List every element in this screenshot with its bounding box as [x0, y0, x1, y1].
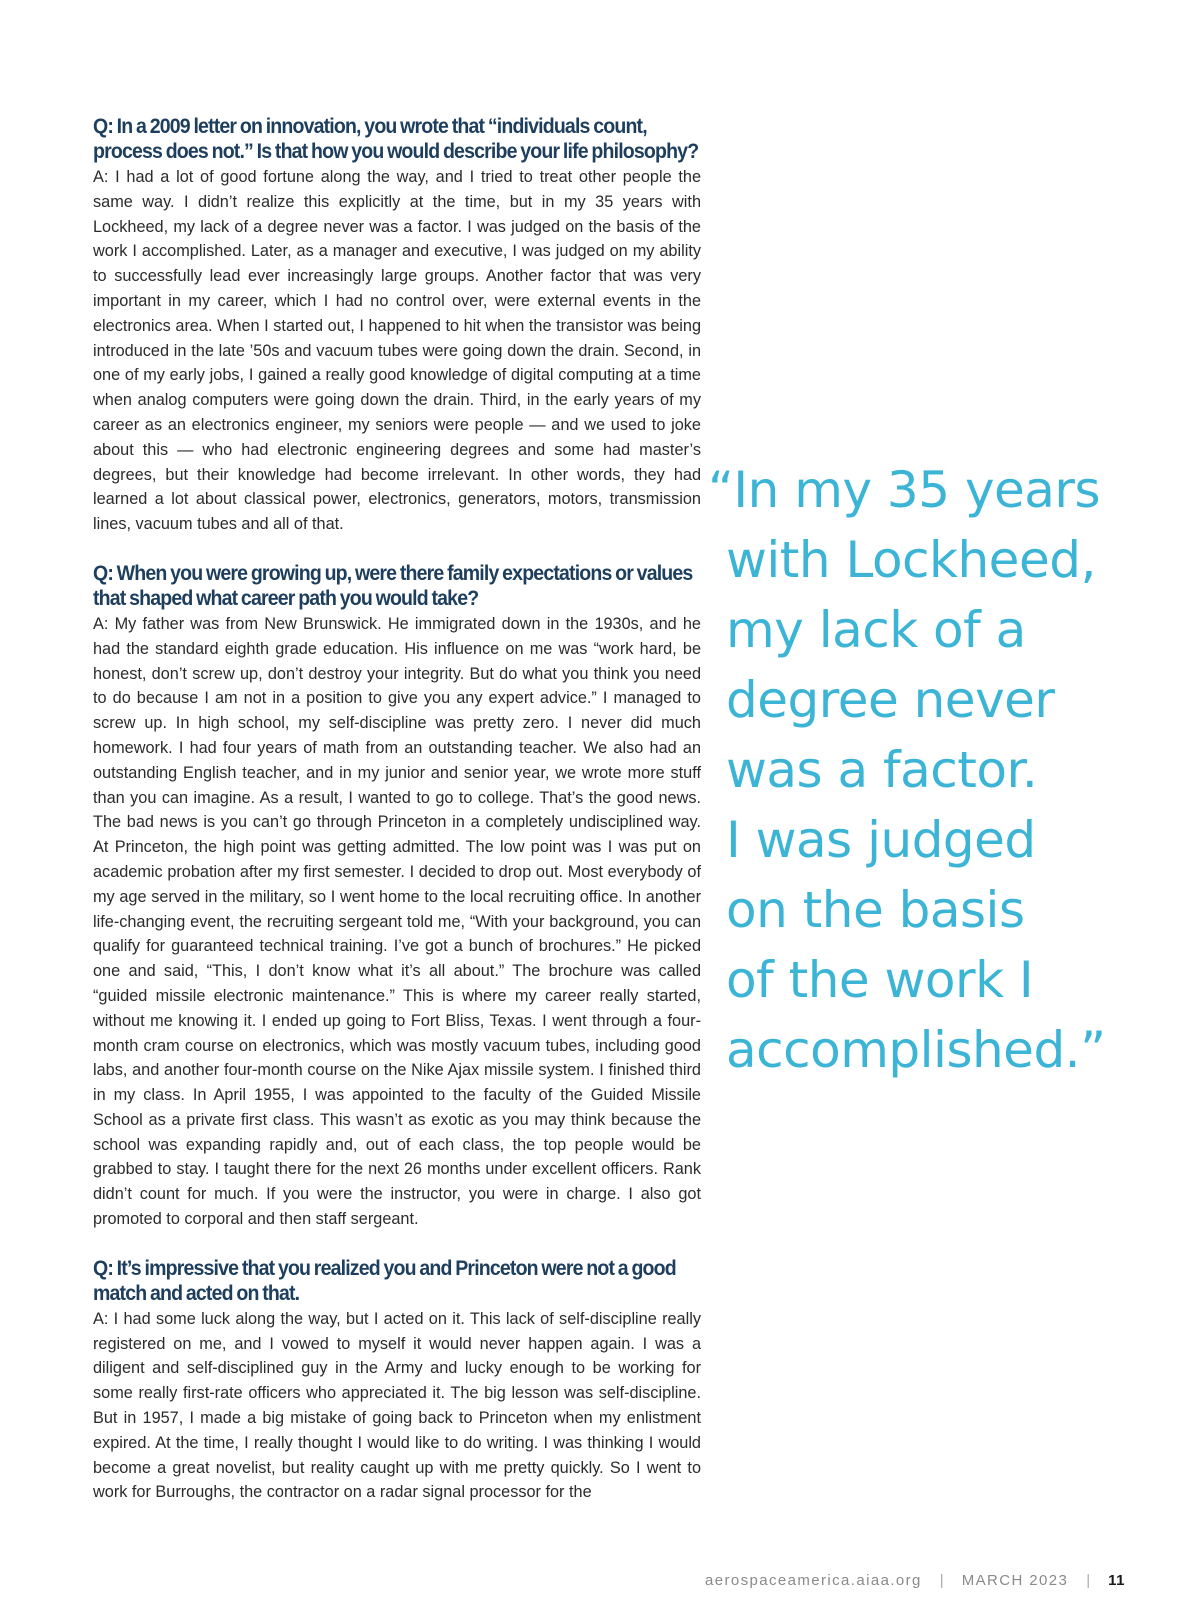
- page-number: 11: [1108, 1572, 1125, 1589]
- page-footer: [705, 1572, 1125, 1589]
- qa-section: [93, 1256, 701, 1505]
- pull-quote-line: of the work I: [726, 951, 1034, 1009]
- answer-paragraph: A: I had a lot of good fortune along the way, and I tried to treat other people the same way. I didn’t realize this explicitly at the time, but in my 35 years with Lockheed, my lack of a degree never was a factor. I was judged on the basis of the work I accomplished. Later, as a manager and executive, I was judged on my ability to successfully lead ever increasingly large groups. Another factor that was very important in my career, which I had no control over, were external events in the electronics area. When I started out, I happened to hit when the transistor was being introduced in the late ’50s and vacuum tubes were going down the drain. Second, in one of my early jobs, I gained a really good knowledge of digital computing at a time when analog computers were going down the drain. Third, in the early years of my career as an electronics engineer, my seniors were people — and we used to joke about this — who had electronic engineering degrees and some had master’s degrees, but their knowledge had become irrelevant. In other words, they had learned a lot about classical power, electronics, generators, motors, transmission lines, vacuum tubes and all of that.: [93, 168, 701, 534]
- question-heading: Q: When you were growing up, were there family expectations or values that shaped what career path you would take?: [93, 561, 693, 610]
- answer-paragraph: A: I had some luck along the way, but I acted on it. This lack of self-discipline really registered on me, and I vowed to myself it would never happen again. I was a diligent and self-disciplined guy in the Army and lucky enough to be working for some really first-rate officers who appreciated it. The big lesson was self-discipline. But in 1957, I made a big mistake of going back to Princeton when my enlistment expired. At the time, I really thought I would like to do writing. I was thinking I would become a great novelist, but reality caught up with me pretty quickly. So I went to work for Burroughs, the contractor on a radar signal processor for the: [93, 1309, 701, 1502]
- pull-quote-line: “In my 35 years: [708, 461, 1101, 519]
- pull-quote-line: was a factor.: [726, 741, 1038, 799]
- qa-section: [93, 561, 701, 1232]
- answer-paragraph: A: My father was from New Brunswick. He immigrated down in the 1930s, and he had the standard eighth grade education. His influence on me was “work hard, be honest, don’t screw up, don’t destroy your integrity. But do what you think you need to do because I am not in a position to give you any expert advice.” I managed to screw up. In high school, my self-discipline was pretty zero. I never did much homework. I had four years of math from an outstanding teacher. We also had an outstanding English teacher, and in my junior and senior year, we wrote more stuff than you can imagine. As a result, I wanted to go to college. That’s the good news. The bad news is you can’t go through Princeton in a completely undisciplined way. At Princeton, the high point was getting admitted. The low point was I was put on academic probation after my first semester. I decided to drop out. Most everybody of my age served in the military, so I went home to the local recruiting office. In another life-changing event, the recruiting sergeant told me, “With your background, you can qualify for guaranteed technical training. I’ve got a bunch of brochures.” He picked one and said, “This, I don’t know what it’s all about.” The brochure was called “guided missile electronic maintenance.” This is where my career really started, without me knowing it. I ended up going to Fort Bliss, Texas. I went through a four-month cram course on electronics, which was mostly vacuum tubes, including good labs, and another four-month course on the Nike Ajax missile system. I finished third in my class. In April 1955, I was appointed to the faculty of the Guided Missile School as a private first class. This wasn’t as exotic as you may think because the school was expanding rapidly and, out of each class, the top people would be grabbed to stay. I taught there for the next 26 months under excellent officers. Rank didn’t count for much. If you were the instructor, you were in charge. I also got promoted to corporal and then staff sergeant.: [93, 614, 701, 1229]
- pull-quote-line: I was judged: [726, 811, 1036, 869]
- footer-issue-date: MARCH 2023: [961, 1572, 1069, 1589]
- pull-quote: [708, 455, 1136, 1085]
- footer-site-url: aerospaceamerica.aiaa.org: [705, 1572, 922, 1589]
- question-heading: Q: It’s impressive that you realized you and Princeton were not a good match and acted on that.: [93, 1256, 676, 1305]
- question-heading: Q: In a 2009 letter on innovation, you wrote that “individuals count, process does not.” Is that how you would describe your life philosophy?: [93, 115, 699, 163]
- article-column: [93, 114, 701, 1529]
- qa-section: [93, 114, 701, 537]
- pull-quote-line: accomplished.”: [726, 1021, 1106, 1079]
- footer-separator: |: [1086, 1572, 1091, 1589]
- footer-separator: |: [939, 1572, 944, 1589]
- pull-quote-line: on the basis: [726, 881, 1025, 939]
- pull-quote-line: with Lockheed,: [726, 531, 1096, 589]
- pull-quote-line: my lack of a: [726, 601, 1026, 659]
- pull-quote-line: degree never: [726, 671, 1055, 729]
